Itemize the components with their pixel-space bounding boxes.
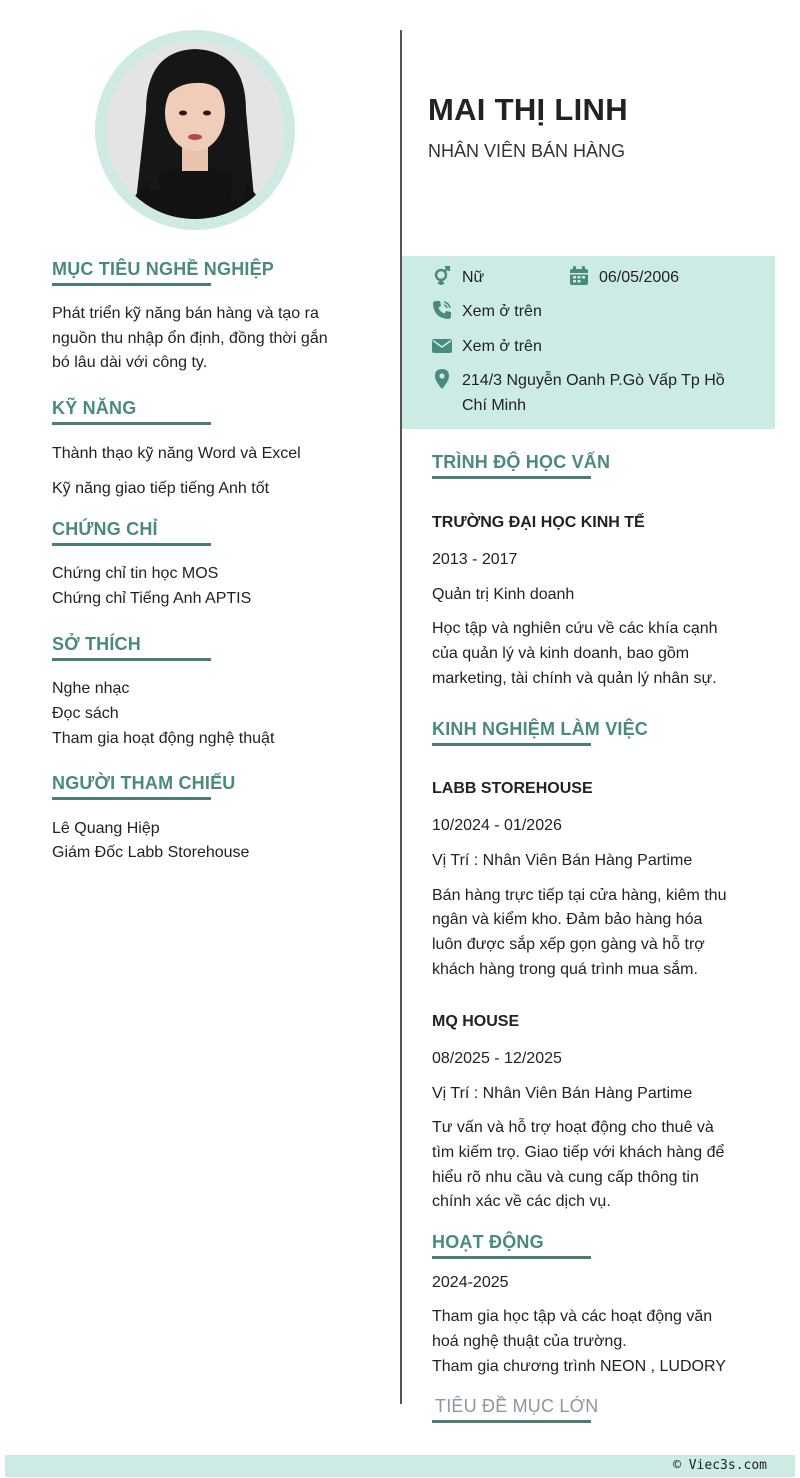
- job-company: MQ HOUSE: [432, 1013, 520, 1030]
- portrait-image: [106, 41, 284, 219]
- email-icon: [432, 336, 452, 356]
- job-role: Vị Trí : Nhân Viên Bán Hàng Partime: [432, 852, 693, 869]
- objective-line: bó lâu dài với công ty.: [52, 354, 208, 371]
- birthday-value: 06/05/2006: [599, 269, 680, 286]
- experience-underline: [432, 743, 591, 746]
- skills-underline: [52, 422, 211, 425]
- job-desc-line: Bán hàng trực tiếp tại cửa hàng, kiêm thu: [432, 887, 727, 904]
- hobbies-title: SỞ THÍCH: [52, 634, 141, 654]
- objective-title: MỤC TIÊU NGHỀ NGHIỆP: [52, 259, 275, 279]
- references-title: NGƯỜI THAM CHIẾU: [52, 773, 236, 793]
- objective-line: nguồn thu nhập ổn định, đồng thời gắn: [52, 330, 328, 347]
- job-desc-line: luôn được sắp xếp gọn gàng và hỗ trợ: [432, 936, 705, 953]
- column-divider: [400, 30, 402, 1404]
- job-company: LABB STOREHOUSE: [432, 780, 593, 797]
- footer-bar: [5, 1455, 795, 1477]
- phone-icon: [432, 300, 452, 320]
- reference-item: Giám Đốc Labb Storehouse: [52, 844, 250, 861]
- job-role: Vị Trí : Nhân Viên Bán Hàng Partime: [432, 1085, 693, 1102]
- hobby-item: Nghe nhạc: [52, 680, 130, 697]
- education-title: TRÌNH ĐỘ HỌC VẤN: [432, 452, 611, 472]
- calendar-icon: [569, 266, 589, 286]
- contact-panel: [402, 256, 775, 429]
- reference-item: Lê Quang Hiệp: [52, 820, 160, 837]
- skill-item: Thành thạo kỹ năng Word và Excel: [52, 445, 301, 462]
- activities-period: 2024-2025: [432, 1274, 509, 1291]
- certificate-item: Chứng chỉ Tiếng Anh APTIS: [52, 590, 252, 607]
- location-icon: [432, 369, 452, 389]
- objective-line: Phát triển kỹ năng bán hàng và tạo ra: [52, 305, 319, 322]
- activities-line: Tham gia học tập và các hoạt động văn: [432, 1308, 713, 1325]
- activities-line: hoá nghệ thuật của trường.: [432, 1333, 627, 1350]
- address-line-2: Chí Minh: [462, 397, 527, 414]
- job-desc-line: ngân và kiểm kho. Đảm bảo hàng hóa: [432, 911, 703, 928]
- footer-credit: © Viec3s.com: [673, 1458, 767, 1473]
- education-desc-line: marketing, tài chính và quản lý nhân sự.: [432, 670, 717, 687]
- hobbies-underline: [52, 658, 211, 661]
- gender-icon: [432, 266, 452, 286]
- placeholder-section-underline: [432, 1420, 591, 1423]
- job-desc-line: hiểu rõ nhu cầu và cung cấp thông tin: [432, 1169, 699, 1186]
- education-major: Quản trị Kinh doanh: [432, 586, 575, 603]
- avatar: [106, 41, 284, 219]
- education-desc-line: Học tập và nghiên cứu về các khía cạnh: [432, 620, 718, 637]
- skills-title: KỸ NĂNG: [52, 398, 137, 418]
- education-underline: [432, 476, 591, 479]
- certificates-title: CHỨNG CHỈ: [52, 519, 158, 539]
- job-period: 08/2025 - 12/2025: [432, 1050, 562, 1067]
- activities-line: Tham gia chương trình NEON , LUDORY: [432, 1358, 726, 1375]
- email-value: Xem ở trên: [462, 338, 542, 355]
- address-line-1: 214/3 Nguyễn Oanh P.Gò Vấp Tp Hồ: [462, 372, 725, 389]
- certificate-item: Chứng chỉ tin học MOS: [52, 565, 219, 582]
- activities-underline: [432, 1256, 591, 1259]
- references-underline: [52, 797, 211, 800]
- job-desc-line: khách hàng trong quá trình mua sắm.: [432, 961, 698, 978]
- placeholder-section-title[interactable]: TIÊU ĐỀ MỤC LỚN: [435, 1396, 599, 1416]
- school-name: TRƯỜNG ĐẠI HỌC KINH TẾ: [432, 514, 645, 531]
- certificates-underline: [52, 543, 211, 546]
- skill-item: Kỹ năng giao tiếp tiếng Anh tốt: [52, 480, 270, 497]
- gender-value: Nữ: [462, 269, 485, 286]
- phone-value: Xem ở trên: [462, 303, 542, 320]
- job-desc-line: Tư vấn và hỗ trợ hoạt động cho thuê và: [432, 1119, 714, 1136]
- job-period: 10/2024 - 01/2026: [432, 817, 562, 834]
- education-desc-line: của quản lý và kinh doanh, bao gồm: [432, 645, 690, 662]
- candidate-name: MAI THỊ LINH: [428, 92, 628, 127]
- education-period: 2013 - 2017: [432, 551, 518, 568]
- job-desc-line: tìm kiếm trọ. Giao tiếp với khách hàng để: [432, 1144, 725, 1161]
- job-desc-line: chính xác về các dịch vụ.: [432, 1193, 611, 1210]
- experience-title: KINH NGHIỆM LÀM VIỆC: [432, 719, 649, 739]
- hobby-item: Đọc sách: [52, 705, 119, 722]
- candidate-position: NHÂN VIÊN BÁN HÀNG: [428, 141, 626, 161]
- activities-title: HOẠT ĐỘNG: [432, 1232, 544, 1252]
- hobby-item: Tham gia hoạt động nghệ thuật: [52, 730, 275, 747]
- objective-underline: [52, 283, 211, 286]
